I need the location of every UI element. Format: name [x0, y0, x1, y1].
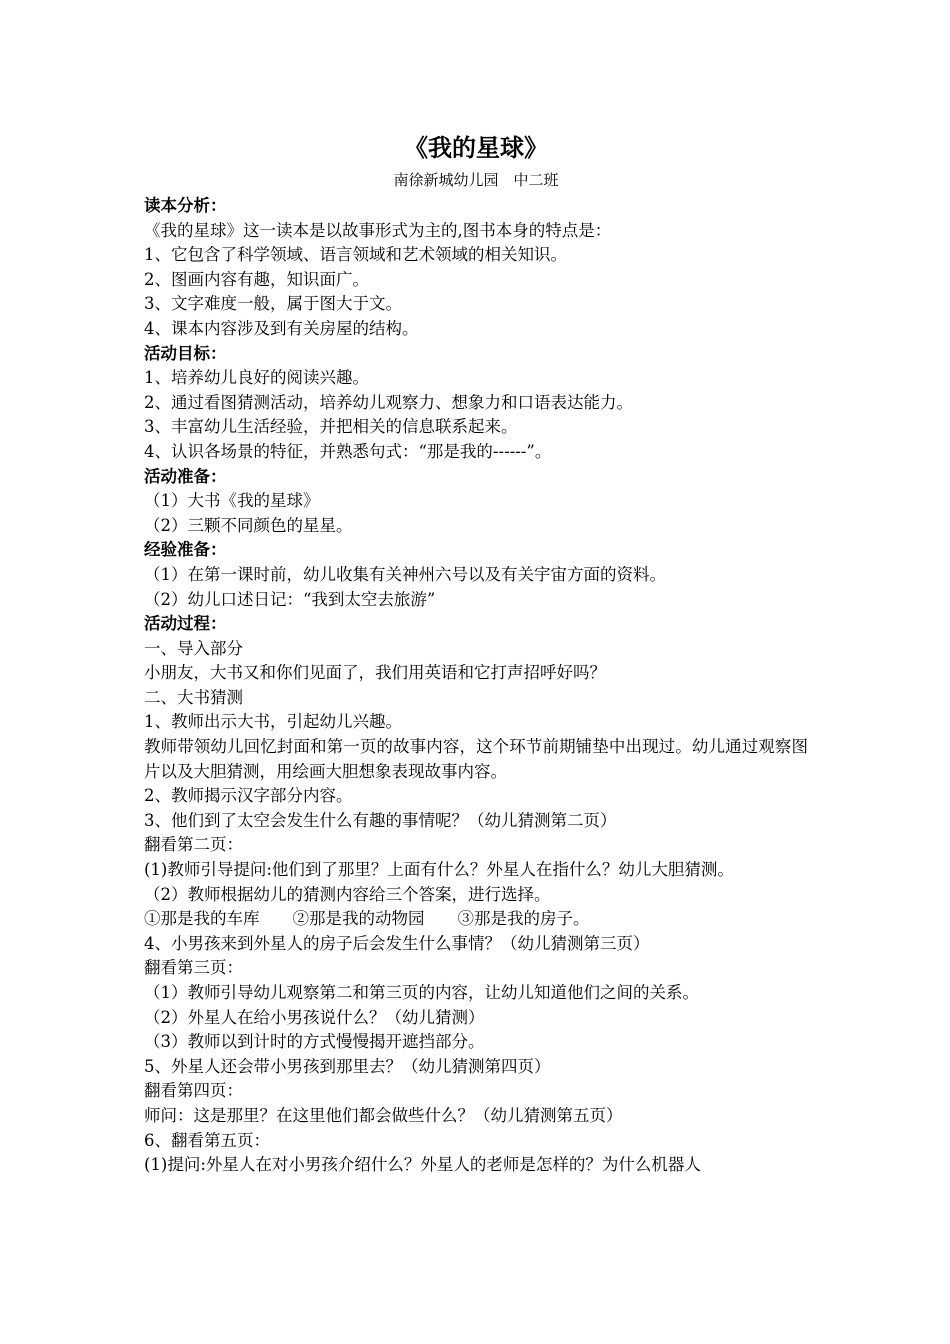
body-line: 一、导入部分 — [144, 638, 243, 658]
body-line: 4、课本内容涉及到有关房屋的结构。 — [144, 318, 419, 338]
body-line: （1）在第一课时前，幼儿收集有关神州六号以及有关宇宙方面的资料。 — [144, 564, 666, 584]
body-line: （1）教师引导幼儿观察第二和第三页的内容，让幼儿知道他们之间的关系。 — [144, 983, 699, 1002]
body-line: 小朋友，大书又和你们见面了，我们用英语和它打声招呼好吗？ — [144, 663, 606, 683]
document-subtitle: 南徐新城幼儿园 中二班 — [393, 171, 559, 189]
section-heading: 活动目标： — [144, 343, 227, 363]
document-body — [144, 194, 808, 1178]
body-line: 3、丰富幼儿生活经验，并把相关的信息联系起来。 — [144, 417, 518, 437]
body-line: 1、它包含了科学领域、语言领域和艺术领域的相关知识。 — [144, 245, 567, 265]
body-line: 1、培养幼儿良好的阅读兴趣。 — [144, 368, 369, 388]
body-line: 4、小男孩来到外星人的房子后会发生什么事情？（幼儿猜测第三页） — [144, 933, 650, 953]
body-line: 2、通过看图猜测活动，培养幼儿观察力、想象力和口语表达能力。 — [144, 392, 633, 412]
body-line: （2）外星人在给小男孩说什么？（幼儿猜测） — [144, 1007, 485, 1027]
body-line: 翻看第三页： — [144, 958, 243, 978]
body-line: 1、教师出示大书，引起幼儿兴趣。 — [144, 712, 402, 732]
body-line: （2）教师根据幼儿的猜测内容给三个答案，进行选择。 — [144, 884, 551, 904]
body-line: (1)提问:外星人在对小男孩介绍什么？外星人的老师是怎样的？为什么机器人 — [144, 1155, 701, 1175]
body-line: 教师带领幼儿回忆封面和第一页的故事内容，这个环节前期铺垫中出现过。幼儿通过观察图片以及大胆猜测，用绘画大胆想象表现故事内容。 — [144, 737, 808, 781]
body-line: 3、他们到了太空会发生什么有趣的事情呢？（幼儿猜测第二页） — [144, 810, 617, 830]
body-line: 4、认识各场景的特征，并熟悉句式：“那是我的------”。 — [144, 441, 552, 461]
document-title: 《我的星球》 — [404, 134, 548, 162]
body-line: 3、文字难度一般，属于图大于文。 — [144, 294, 402, 314]
body-line: 翻看第二页： — [144, 835, 243, 855]
body-line: ①那是我的车库 ②那是我的动物园 ③那是我的房子。 — [144, 909, 590, 929]
section-heading: 活动过程： — [144, 614, 227, 634]
body-line: （2）幼儿口述日记：“我到太空去旅游” — [144, 589, 436, 609]
body-line: (1)教师引导提问:他们到了那里？上面有什么？外星人在指什么？幼儿大胆猜测。 — [144, 860, 734, 880]
section-heading: 读本分析： — [144, 196, 227, 215]
body-line: （1）大书《我的星球》 — [144, 491, 320, 511]
body-line: 翻看第四页： — [144, 1081, 243, 1101]
body-line: 师问：这是那里？在这里他们都会做些什么？（幼儿猜测第五页） — [144, 1105, 623, 1125]
document-page — [144, 128, 808, 1178]
body-line: 2、教师揭示汉字部分内容。 — [144, 786, 353, 806]
body-line: 二、大书猜测 — [144, 687, 243, 707]
section-heading: 经验准备： — [144, 540, 227, 560]
body-line: 《我的星球》这一读本是以故事形式为主的,图书本身的特点是： — [144, 220, 612, 240]
section-heading: 活动准备： — [144, 466, 227, 486]
body-line: 2、图画内容有趣，知识面广。 — [144, 269, 369, 289]
body-line: （2）三颗不同颜色的星星。 — [144, 515, 353, 535]
body-line: 5、外星人还会带小男孩到那里去？（幼儿猜测第四页） — [144, 1056, 551, 1076]
body-line: 6、翻看第五页： — [144, 1130, 270, 1150]
body-line: （3）教师以到计时的方式慢慢揭开遮挡部分。 — [144, 1032, 485, 1052]
